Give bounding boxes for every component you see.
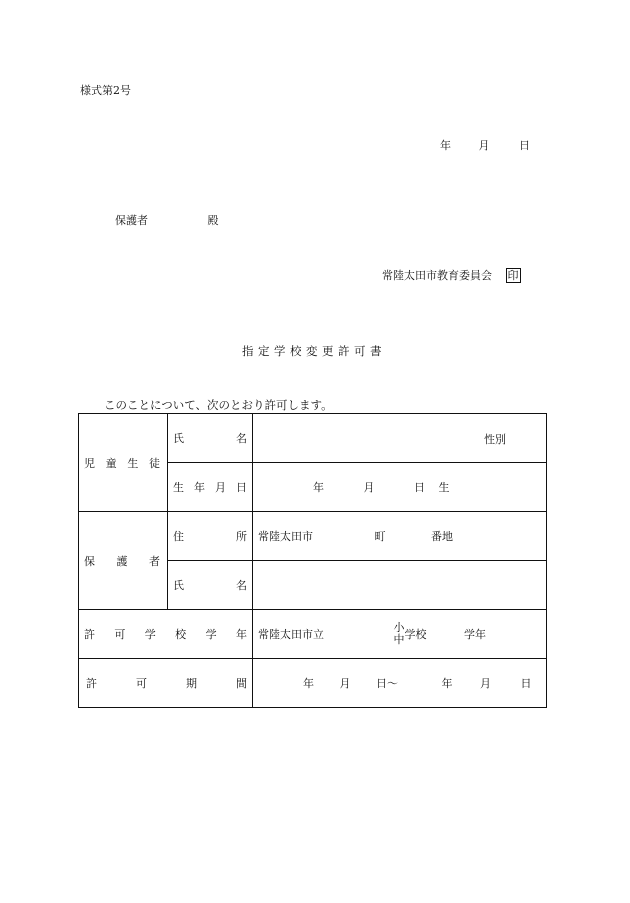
guardian-name-label-cell xyxy=(168,561,253,610)
guardian-name-label: 氏 名 xyxy=(173,579,247,592)
date-day: 日 xyxy=(519,139,530,152)
school-label-cell xyxy=(79,610,253,659)
birth-month: 月 xyxy=(363,481,375,494)
address-label-cell xyxy=(168,512,253,561)
period-month1: 月 xyxy=(339,677,351,690)
period-day1: 日〜 xyxy=(376,677,398,690)
period-year1: 年 xyxy=(303,677,314,690)
birth-date-cell xyxy=(253,463,547,512)
form-number: 様式第2号 xyxy=(80,84,131,97)
issue-date xyxy=(440,137,530,153)
school-kind xyxy=(394,622,405,646)
addressee-line xyxy=(115,212,219,228)
grade-word: 学年 xyxy=(464,628,486,641)
date-year: 年 xyxy=(440,139,451,152)
issuer-name: 常陸太田市教育委員会 xyxy=(382,269,492,282)
period-day2: 日 xyxy=(520,677,532,690)
guardian-group-cell xyxy=(79,512,168,610)
name-label-cell xyxy=(168,414,253,463)
address-label: 住 所 xyxy=(173,530,247,543)
address-banchi: 番地 xyxy=(431,530,453,543)
table-row xyxy=(79,512,547,561)
period-year2: 年 xyxy=(441,677,453,690)
school-cell xyxy=(253,610,547,659)
school-mid: 中 xyxy=(393,633,405,646)
addressee-label: 保護者 xyxy=(115,214,148,227)
permit-table xyxy=(78,413,547,708)
intro-text: このことについて、次のとおり許可します。 xyxy=(104,398,333,412)
birth-label-cell xyxy=(168,463,253,512)
guardian-group-label: 保 護 者 xyxy=(84,554,160,568)
document-title: 指定学校変更許可書 xyxy=(242,344,386,358)
table-row xyxy=(79,610,547,659)
school-elem: 小 xyxy=(393,621,405,634)
gender-label: 性別 xyxy=(484,433,506,446)
birth-day: 日 xyxy=(414,481,425,494)
address-cell xyxy=(253,512,547,561)
address-town: 町 xyxy=(374,530,386,543)
table-row xyxy=(79,414,547,463)
period-cell xyxy=(253,659,547,708)
table-row xyxy=(79,659,547,708)
school-prefix: 常陸太田市立 xyxy=(258,628,324,641)
student-group-label: 児 童 生 徒 xyxy=(84,456,160,470)
period-label-cell xyxy=(79,659,253,708)
name-label: 氏 名 xyxy=(173,432,247,445)
student-group-cell xyxy=(79,414,168,512)
date-month: 月 xyxy=(478,139,490,152)
period-month2: 月 xyxy=(480,677,491,690)
birth-born: 生 xyxy=(438,481,450,494)
birth-label: 生 年 月 日 xyxy=(173,481,247,494)
birth-year: 年 xyxy=(313,481,324,494)
school-label: 許 可 学 校 学 年 xyxy=(84,628,247,641)
seal-mark: 印 xyxy=(507,269,519,282)
address-city: 常陸太田市 xyxy=(258,530,313,543)
school-word: 学校 xyxy=(404,628,427,641)
honorific: 殿 xyxy=(207,214,219,227)
issuer-line xyxy=(382,267,521,283)
period-label: 許 可 期 間 xyxy=(86,677,247,690)
guardian-name-cell xyxy=(253,561,547,610)
student-name-cell xyxy=(253,414,547,463)
